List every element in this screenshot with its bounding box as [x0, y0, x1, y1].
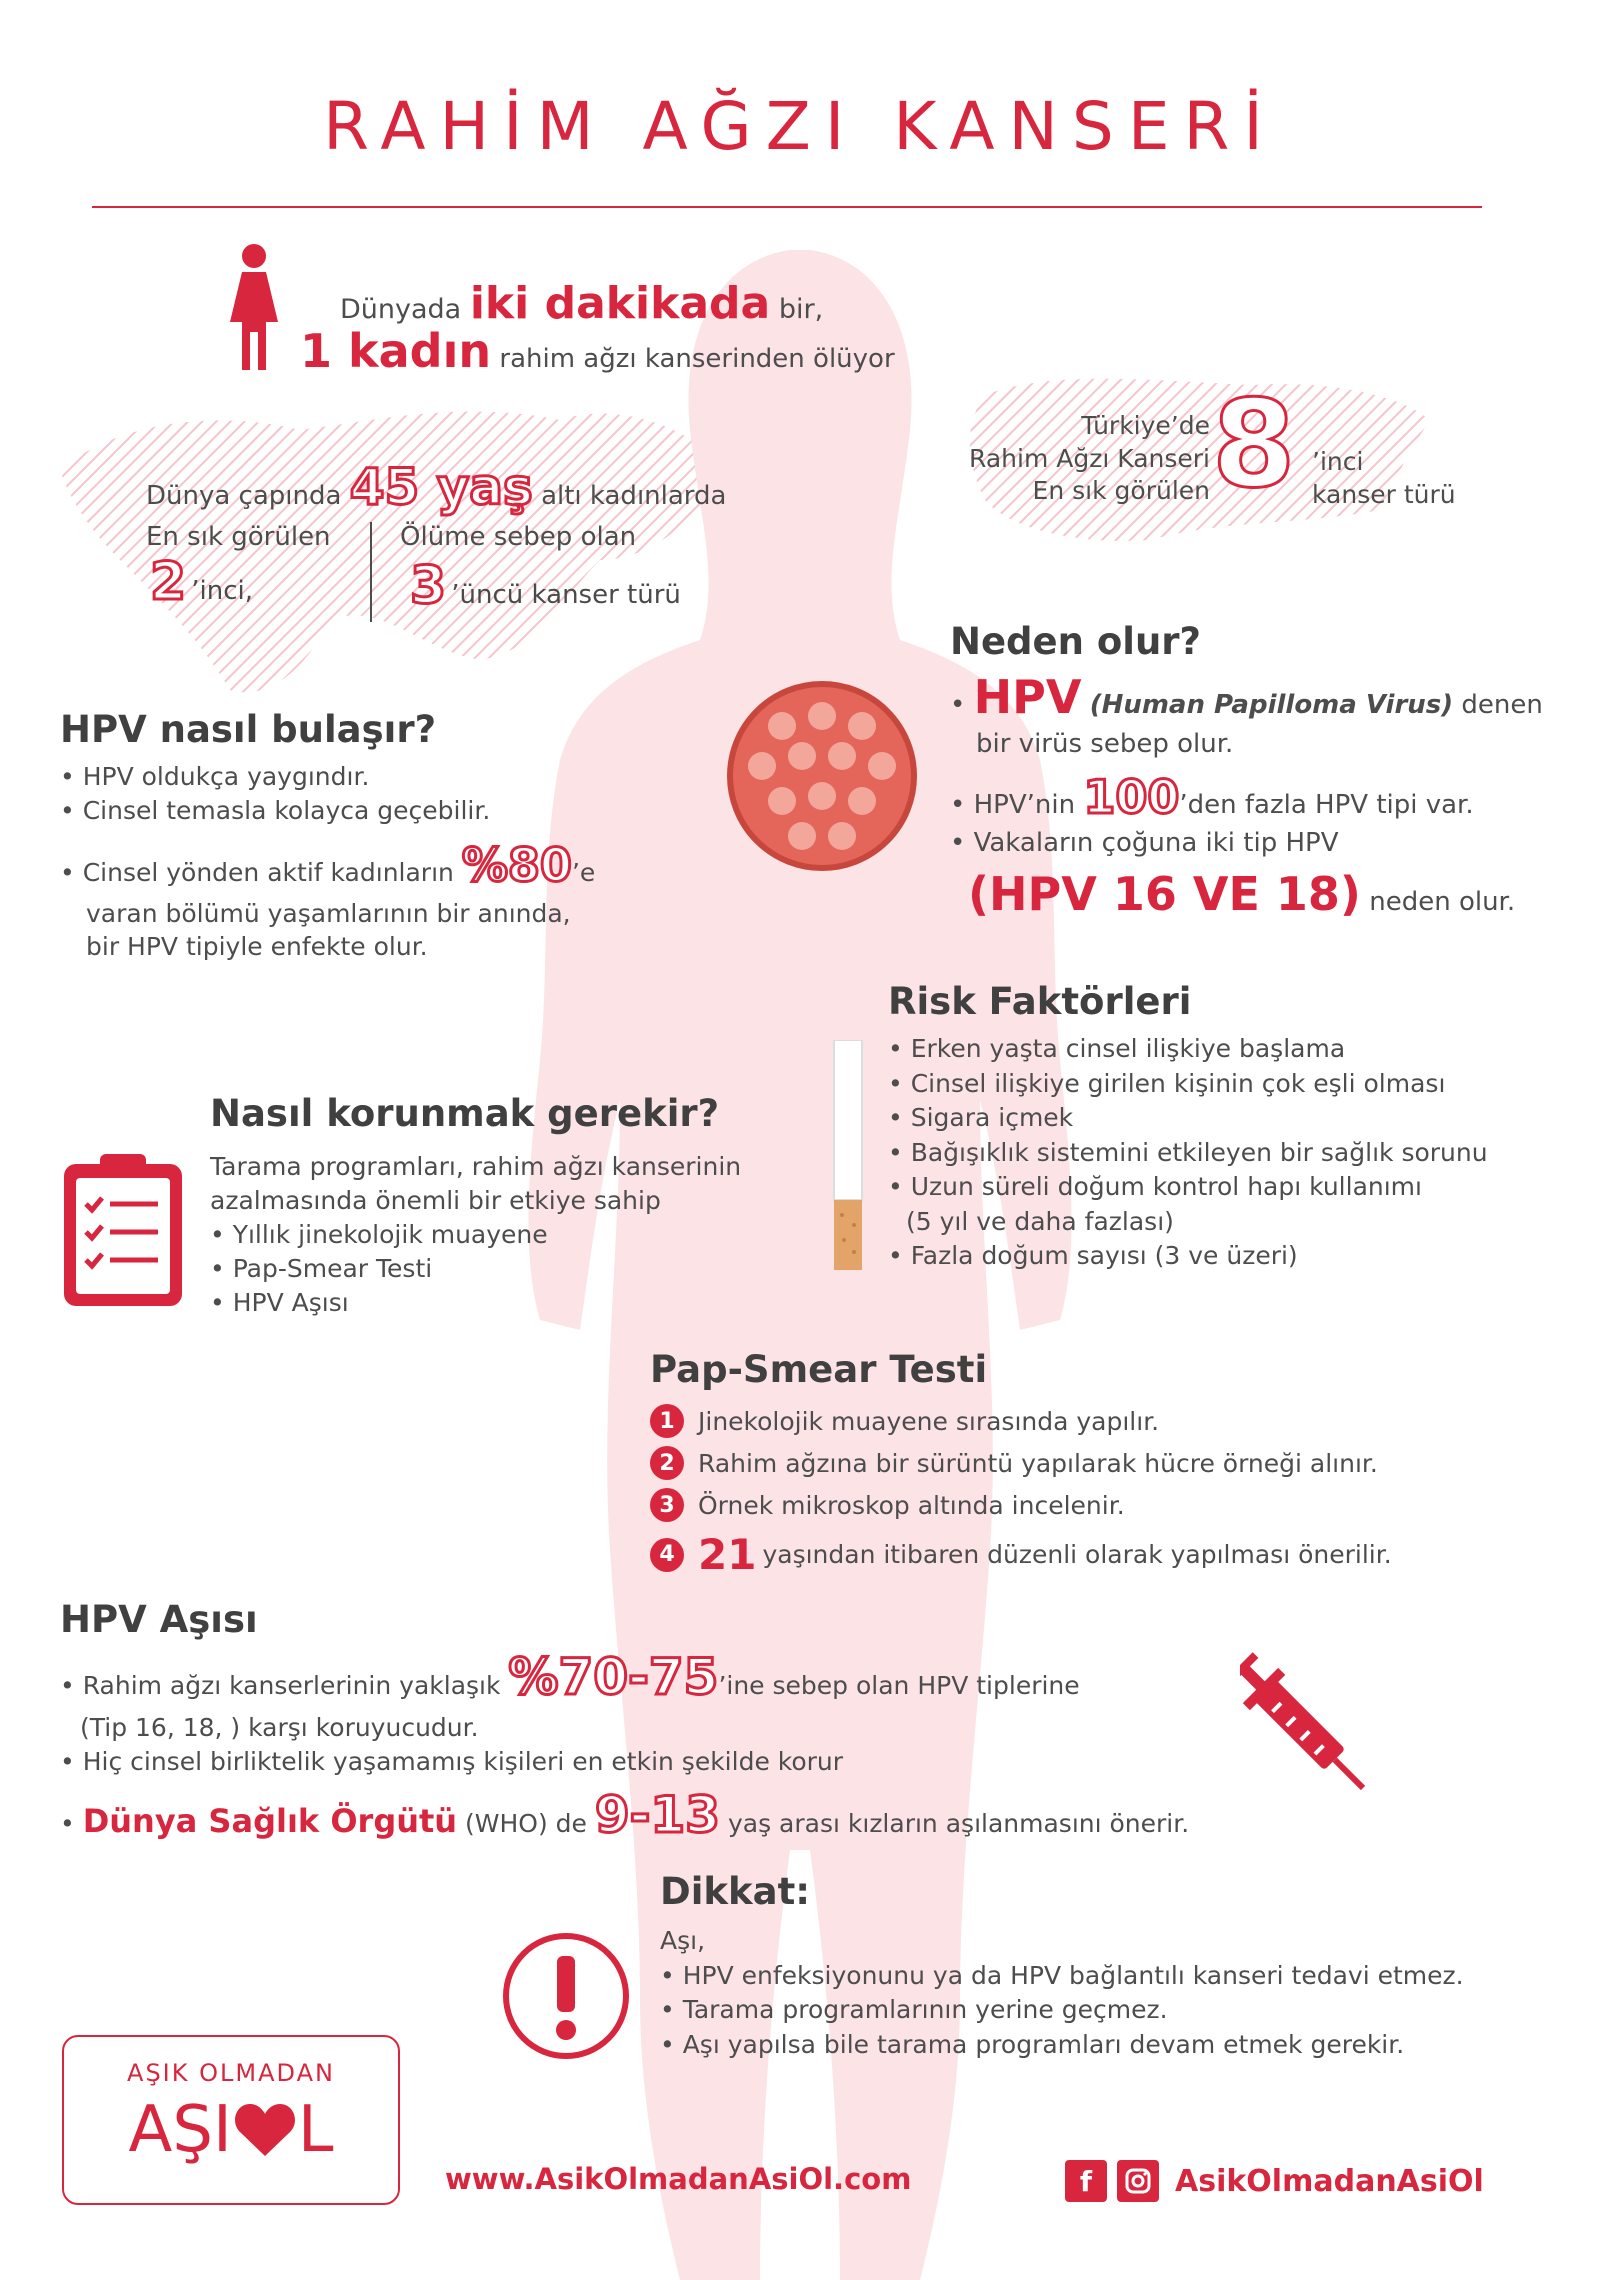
turkey-rank-number: 8	[1212, 376, 1296, 515]
pap-steps	[650, 1404, 1470, 1587]
pap-heading: Pap-Smear Testi	[650, 1348, 988, 1391]
pap-step-2: 2 Rahim ağzına bir sürüntü yapılarak hücre örneği alınır.	[650, 1446, 1470, 1480]
neden-content: • HPV (Human Papilloma Virus) denen bir virüs sebep olur. • HPV’nin 100’den fazla HPV tipi var. • Vakaların çoğuna iki tip HPV (HPV 16 VE 18) neden olur.	[950, 670, 1543, 922]
warning-icon	[500, 1930, 632, 2062]
neden-heading: Neden olur?	[950, 620, 1202, 663]
page-title: RAHİM AĞZI KANSERİ	[323, 88, 1277, 165]
risk-list	[888, 1032, 1548, 1274]
intro-line-1: Dünyada iki dakikada bir,	[340, 278, 824, 329]
cigarette-icon	[832, 1040, 864, 1270]
intro-line-2: 1 kadın rahim ağzı kanserinden ölüyor	[300, 324, 895, 378]
bulasir-content: • HPV oldukça yaygındır. • Cinsel temasla kolayca geçebilir. • Cinsel yönden aktif kadınların %80’e varan bölümü yaşamlarının bir anında, bir HPV tipiyle enfekte olur.	[60, 762, 596, 962]
dikkat-item: • HPV enfeksiyonunu ya da HPV bağlantılı kanseri tedavi etmez.	[660, 1960, 1464, 1990]
korunma-content: Tarama programları, rahim ağzı kanserinin azalmasında önemli bir etkiye sahip • Yıllık jinekolojik muayene • Pap-Smear Testi • HPV Aşısı	[210, 1150, 810, 1320]
pap-step-4: 4 21 yaşından itibaren düzenli olarak yapılması önerilir.	[650, 1530, 1470, 1579]
dikkat-item: • Tarama programlarının yerine geçmez.	[660, 1995, 1168, 2024]
risk-item: (5 yıl ve daha fazlası)	[906, 1206, 1174, 1236]
world-right-rank: 3 ’üncü kanser türü	[410, 556, 681, 616]
syringe-icon	[1240, 1650, 1380, 1820]
korunma-item: • HPV Aşısı	[210, 1288, 349, 1317]
turkey-rank-suffix: ’inci kanser türü	[1312, 447, 1456, 509]
risk-item: • Sigara içmek	[888, 1103, 1074, 1132]
korunma-item: • Pap-Smear Testi	[210, 1254, 433, 1283]
risk-item: • Uzun süreli doğum kontrol hapı kullanımı	[888, 1172, 1422, 1201]
risk-item: • Bağışıklık sistemini etkileyen bir sağlık sorunu	[888, 1137, 1488, 1167]
virus-icon	[722, 676, 922, 876]
world-stat-divider	[370, 522, 372, 622]
risk-item: • Erken yaşta cinsel ilişkiye başlama	[888, 1034, 1346, 1063]
heart-icon	[234, 2102, 296, 2158]
risk-heading: Risk Faktörleri	[888, 980, 1192, 1023]
risk-item: • Fazla doğum sayısı (3 ve üzeri)	[888, 1241, 1298, 1270]
bulasir-heading: HPV nasıl bulaşır?	[60, 708, 437, 751]
risk-item: • Cinsel ilişkiye girilen kişinin çok eşli olması	[888, 1068, 1446, 1098]
social-links	[1065, 2160, 1484, 2202]
social-handle[interactable]: AsikOlmadanAsiOl	[1175, 2163, 1484, 2199]
asi-content: • Rahim ağzı kanserlerinin yaklaşık %70-75’ine sebep olan HPV tiplerine (Tip 16, 18, ) karşı koruyucudur. • Hiç cinsel birliktelik yaşamamış kişileri en etkin şekilde korur • Dünya Sağlık Örgütü (WHO) de 9-13 yaş arası kızların aşılanmasını önerir.	[60, 1648, 1190, 1844]
korunma-heading: Nasıl korunmak gerekir?	[210, 1092, 720, 1135]
world-stat-line: Dünya çapında 45 yaş altı kadınlarda	[146, 458, 727, 516]
asik-olmadan-logo: AŞIK OLMADAN AŞI L	[62, 2035, 400, 2205]
asi-heading: HPV Aşısı	[60, 1598, 258, 1641]
facebook-icon[interactable]: f	[1065, 2160, 1107, 2202]
clipboard-checklist-icon	[60, 1150, 186, 1310]
instagram-icon[interactable]	[1117, 2160, 1159, 2202]
website-link[interactable]: www.AsikOlmadanAsiOl.com	[445, 2162, 912, 2196]
world-right-label: Ölüme sebep olan	[400, 522, 637, 552]
world-left-rank: 2 ’inci,	[150, 552, 254, 612]
dikkat-item: • Aşı yapılsa bile tarama programları devam etmek gerekir.	[660, 2029, 1405, 2059]
pap-step-3: 3 Örnek mikroskop altında incelenir.	[650, 1488, 1470, 1522]
pap-step-1: 1 Jinekolojik muayene sırasında yapılır.	[650, 1404, 1470, 1438]
woman-icon	[228, 242, 280, 372]
dikkat-content: Aşı, • HPV enfeksiyonunu ya da HPV bağlantılı kanseri tedavi etmez. • Tarama programlarının yerine geçmez. • Aşı yapılsa bile tarama programları devam etmek gerekir.	[660, 1924, 1540, 2062]
world-left-label: En sık görülen	[146, 522, 331, 552]
dikkat-heading: Dikkat:	[660, 1870, 811, 1913]
turkey-stat-text: Türkiye’de Rahim Ağzı Kanseri En sık görülen	[969, 411, 1210, 505]
korunma-item: • Yıllık jinekolojik muayene	[210, 1220, 548, 1249]
title-divider	[92, 206, 1482, 208]
